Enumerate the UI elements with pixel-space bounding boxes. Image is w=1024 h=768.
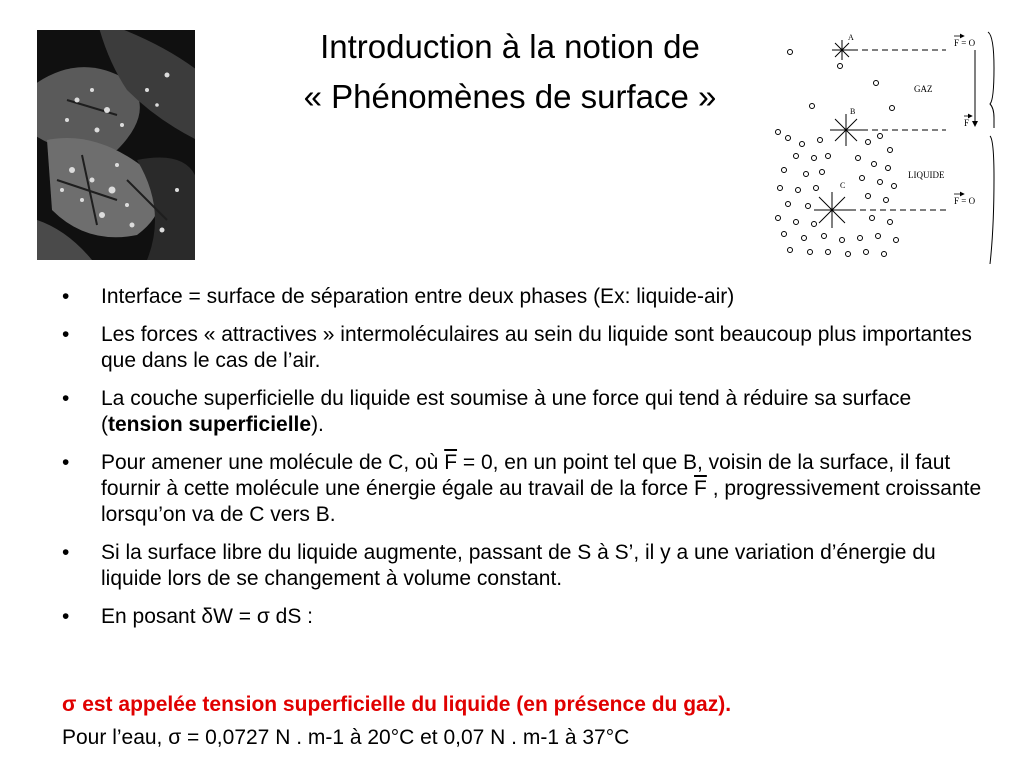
bullet-text: Si la surface libre du liquide augmente, passant de S à S’, il y a une variation d’énergie du liquide lors de se changement à volume constant. <box>101 541 936 590</box>
title-line-2: « Phénomènes de surface » <box>303 78 717 115</box>
force-zero-bottom-label: F = O <box>954 196 976 206</box>
bullet-marker: • <box>62 387 70 410</box>
point-c-label: C <box>840 181 846 190</box>
bullet-text: Les forces « attractives » intermoléculaires au sein du liquide sont beaucoup plus importantes que dans le cas de l’air. <box>101 323 972 372</box>
bullet-marker: • <box>62 541 70 564</box>
bullet-text-pre: La couche superficielle du liquide est soumise à une force qui tend à réduire sa surface ( <box>101 387 912 436</box>
force-mid-label: F <box>964 118 970 128</box>
bullet-marker: • <box>62 285 70 308</box>
title-line-1: Introduction à la notion de <box>320 28 700 65</box>
slide-title <box>250 22 770 122</box>
list-item <box>62 604 982 630</box>
point-a-label: A <box>848 33 854 42</box>
bullet-text-part-3: , progressivement croissante lorsqu’on va de C vers B. <box>101 477 982 526</box>
list-item <box>62 284 982 310</box>
bullet-text: En posant δW = σ dS : <box>101 605 313 628</box>
list-item <box>62 386 982 438</box>
bullet-marker: • <box>62 605 70 628</box>
gas-label: GAZ <box>914 84 933 94</box>
force-vector-symbol: $\overline{F}$ <box>444 451 458 474</box>
water-values-line: Pour l’eau, σ = 0,0727 N . m-1 à 20°C et 0,07 N . m-1 à 37°C <box>62 726 630 749</box>
force-vector-symbol: $\overline{F}$ <box>694 477 707 500</box>
bullet-text-part-2: = 0, en un point tel que B, voisin de la surface, il faut fournir à cette molécule une énergie égale au travail de la force <box>101 451 951 500</box>
bullet-text: Interface = surface de séparation entre deux phases (Ex: liquide-air) <box>101 285 735 308</box>
bullet-marker: • <box>62 323 70 346</box>
force-zero-top-label: F = O <box>954 38 976 48</box>
bullet-list <box>62 284 982 642</box>
list-item <box>62 322 982 374</box>
surface-forces-diagram <box>768 28 1000 268</box>
bullet-marker: • <box>62 451 70 474</box>
point-b-label: B <box>850 107 856 116</box>
list-item <box>62 540 982 592</box>
liquid-label: LIQUIDE <box>908 170 945 180</box>
bullet-text-part-1: Pour amener une molécule de C, où <box>101 451 445 474</box>
bullet-text-post: ). <box>311 413 324 436</box>
bullet-bold-term: tension superficielle <box>108 413 312 436</box>
definition-highlight: σ est appelée tension superficielle du liquide (en présence du gaz). <box>62 693 732 716</box>
list-item <box>62 450 982 528</box>
leaf-droplets-photo <box>37 30 195 260</box>
